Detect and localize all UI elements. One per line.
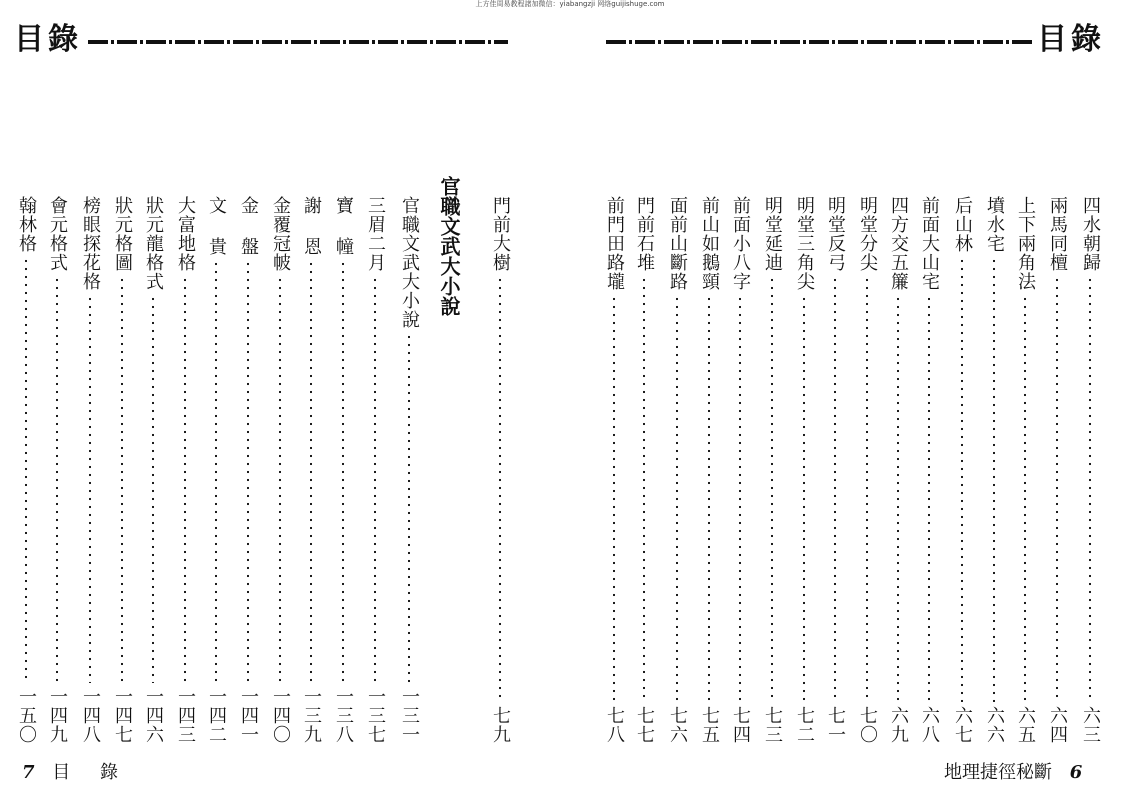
leader-dots <box>961 257 963 702</box>
toc-entry-title: 明堂反弓 <box>825 196 846 272</box>
toc-entry-title: 門前石堆 <box>634 196 655 272</box>
toc-entry <box>110 196 134 748</box>
leader-dots <box>184 276 186 683</box>
toc-entry-title: 四方交五簾 <box>888 196 909 291</box>
toc-entry <box>855 196 879 748</box>
left-page-heading: 目錄 <box>14 22 82 57</box>
right-heading-rule <box>606 40 1032 44</box>
leader-dots <box>897 295 899 702</box>
toc-entry-title: 榜眼探花格 <box>80 196 101 291</box>
toc-entry <box>886 196 910 748</box>
leader-dots <box>374 276 376 683</box>
section-title: 官職文武大小說 <box>437 176 461 316</box>
toc-entry-page: 六六 <box>984 706 1005 744</box>
left-footer-text-1: 目 <box>52 762 71 783</box>
leader-dots <box>803 295 805 702</box>
toc-entry <box>488 196 512 748</box>
toc-entry <box>728 196 752 748</box>
toc-entry-title: 墳水宅 <box>984 196 1005 253</box>
toc-entry-title: 會元格式 <box>47 196 68 272</box>
leader-dots <box>613 295 615 702</box>
toc-entry-title: 寶 幢 <box>333 196 354 256</box>
toc-entry-page: 七八 <box>604 706 625 744</box>
toc-entry <box>204 196 228 748</box>
toc-entry-page: 一四二 <box>206 687 227 744</box>
toc-entry-page: 一三一 <box>399 687 420 744</box>
right-page-heading: 目錄 <box>1037 22 1105 57</box>
toc-entry-title: 金覆冠帔 <box>270 196 291 272</box>
toc-entry-title: 前面小八字 <box>730 196 751 291</box>
toc-entry-page: 七〇 <box>857 706 878 744</box>
right-page-number: 6 <box>1069 762 1083 783</box>
toc-entry-title: 后山林 <box>952 196 973 253</box>
toc-entry <box>823 196 847 748</box>
leader-dots <box>25 257 27 683</box>
leader-dots <box>279 276 281 683</box>
toc-entry <box>236 196 260 748</box>
toc-entry <box>78 196 102 748</box>
toc-entry <box>331 196 355 748</box>
toc-entry-title: 前山如鵝頸 <box>699 196 720 291</box>
toc-entry <box>697 196 721 748</box>
toc-entry <box>141 196 165 748</box>
toc-entry <box>45 196 69 748</box>
toc-entry-title: 門前大樹 <box>490 196 511 272</box>
leader-dots <box>342 260 344 683</box>
leader-dots <box>676 295 678 702</box>
left-page-number: 7 <box>22 762 35 783</box>
toc-entry-title: 文 貴 <box>206 196 227 256</box>
leader-dots <box>1089 276 1091 702</box>
left-heading-rule <box>88 40 508 44</box>
leader-dots <box>739 295 741 702</box>
toc-entry-page: 一三九 <box>301 687 322 744</box>
right-footer <box>944 762 1082 784</box>
toc-entry-page: 七七 <box>634 706 655 744</box>
toc-entry <box>397 196 421 748</box>
toc-entry-title: 狀元格圖 <box>112 196 133 272</box>
toc-entry-page: 一三七 <box>365 687 386 744</box>
toc-entry-page: 一四八 <box>80 687 101 744</box>
leader-dots <box>928 295 930 702</box>
leader-dots <box>993 257 995 702</box>
toc-entry-page: 六八 <box>919 706 940 744</box>
toc-entry-title: 上下兩角法 <box>1015 196 1036 291</box>
toc-entry <box>982 196 1006 748</box>
toc-entry-title: 四水朝歸 <box>1080 196 1101 272</box>
toc-entry-page: 六三 <box>1080 706 1101 744</box>
leader-dots <box>866 276 868 702</box>
toc-entry-title: 金 盤 <box>238 196 259 256</box>
leader-dots <box>152 295 154 683</box>
leader-dots <box>834 276 836 702</box>
toc-entry <box>760 196 784 748</box>
toc-entry <box>1078 196 1102 748</box>
toc-entry-title: 官職文武大小說 <box>399 196 420 329</box>
toc-entry-page: 七四 <box>730 706 751 744</box>
toc-entry-page: 一四〇 <box>270 687 291 744</box>
toc-entry-page: 六五 <box>1015 706 1036 744</box>
toc-entry-page: 一四九 <box>47 687 68 744</box>
toc-entry <box>363 196 387 748</box>
toc-entry <box>665 196 689 748</box>
toc-entry-page: 一三八 <box>333 687 354 744</box>
toc-entry-page: 一五〇 <box>16 687 37 744</box>
toc-entry <box>1013 196 1037 748</box>
leader-dots <box>89 295 91 683</box>
toc-entry-title: 翰林格 <box>16 196 37 253</box>
left-footer <box>22 762 118 784</box>
toc-entry-title: 明堂延迪 <box>762 196 783 272</box>
toc-entry <box>1045 196 1069 748</box>
toc-entry-page: 七二 <box>794 706 815 744</box>
toc-entry-page: 六四 <box>1047 706 1068 744</box>
toc-entry-title: 狀元龍格式 <box>143 196 164 291</box>
toc-entry-page: 六七 <box>952 706 973 744</box>
toc-entry-title: 明堂三角尖 <box>794 196 815 291</box>
toc-entry-title: 三眉二月 <box>365 196 386 272</box>
toc-entry-page: 六九 <box>888 706 909 744</box>
leader-dots <box>408 333 410 683</box>
toc-entry <box>950 196 974 748</box>
toc-entry-title: 明堂分尖 <box>857 196 878 272</box>
toc-entry-page: 一四三 <box>175 687 196 744</box>
leader-dots <box>1024 295 1026 702</box>
toc-entry <box>602 196 626 748</box>
toc-entry-page: 七九 <box>490 706 511 744</box>
toc-entry <box>299 196 323 748</box>
watermark-text: 上方佳周易教程諸加微信：yiabangzji 网络guijishuge.com <box>475 0 665 8</box>
toc-entry-page: 七五 <box>699 706 720 744</box>
toc-entry-page: 七一 <box>825 706 846 744</box>
toc-entry-title: 面前山斷路 <box>667 196 688 291</box>
right-footer-book-title: 地理捷徑秘斷 <box>944 762 1052 783</box>
leader-dots <box>121 276 123 683</box>
toc-entry-page: 一四一 <box>238 687 259 744</box>
leader-dots <box>310 260 312 683</box>
toc-entry <box>792 196 816 748</box>
toc-entry-title: 謝 恩 <box>301 196 322 256</box>
toc-entry-title: 兩馬同檀 <box>1047 196 1068 272</box>
toc-entry-page: 一四六 <box>143 687 164 744</box>
leader-dots <box>215 260 217 683</box>
leader-dots <box>643 276 645 702</box>
leader-dots <box>56 276 58 683</box>
toc-entry-title: 前門田路壠 <box>604 196 625 291</box>
toc-entry-page: 一四七 <box>112 687 133 744</box>
toc-entry-page: 七三 <box>762 706 783 744</box>
toc-entry-page: 七六 <box>667 706 688 744</box>
toc-entry <box>268 196 292 748</box>
toc-entry <box>14 196 38 748</box>
leader-dots <box>1056 276 1058 702</box>
toc-entry <box>173 196 197 748</box>
leader-dots <box>499 276 501 702</box>
leader-dots <box>247 260 249 683</box>
toc-entry <box>917 196 941 748</box>
toc-entry-title: 前面大山宅 <box>919 196 940 291</box>
toc-entry-title: 大富地格 <box>175 196 196 272</box>
leader-dots <box>771 276 773 702</box>
leader-dots <box>708 295 710 702</box>
left-footer-text-2: 錄 <box>100 762 118 783</box>
toc-entry <box>632 196 656 748</box>
